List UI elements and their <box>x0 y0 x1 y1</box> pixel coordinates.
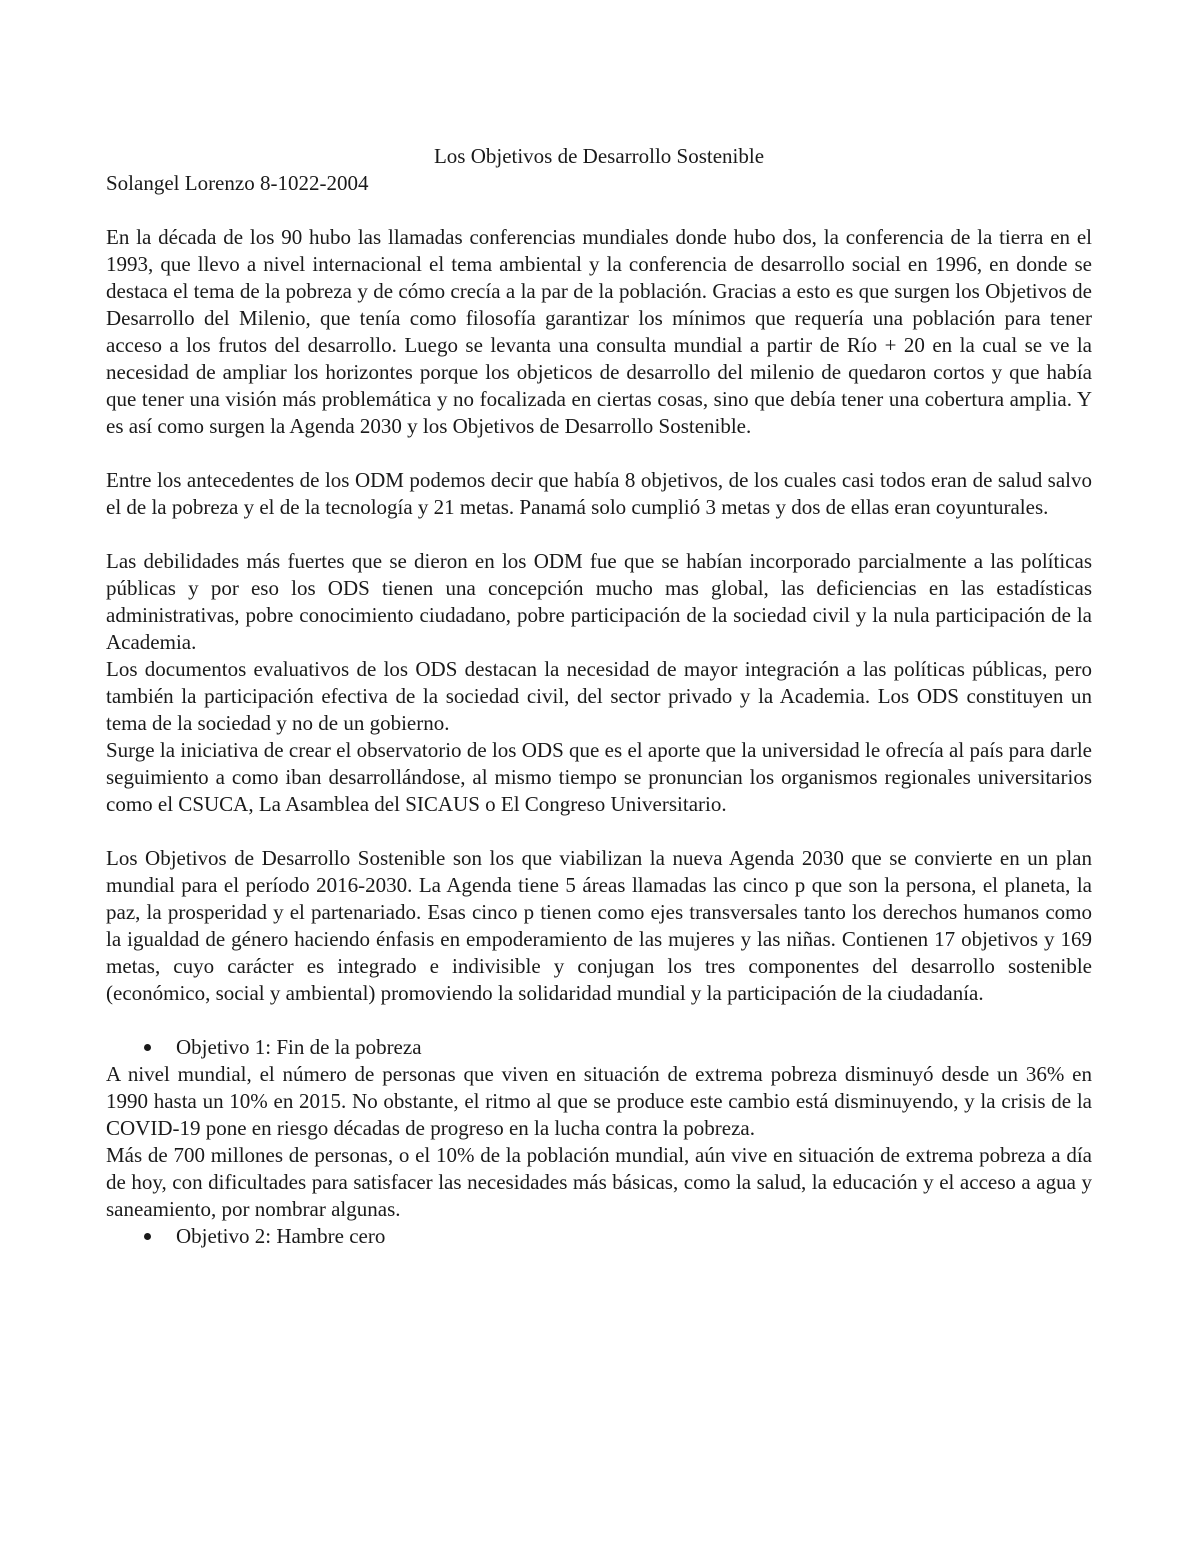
objective-1-label: Objetivo 1: Fin de la pobreza <box>176 1035 422 1059</box>
document-page <box>106 143 1092 1250</box>
objectives-list <box>106 1034 1092 1061</box>
bullet-icon <box>144 1044 151 1051</box>
document-title: Los Objetivos de Desarrollo Sostenible <box>433 144 765 168</box>
objective-1-paragraph-1: A nivel mundial, el número de personas que viven en situación de extrema pobreza disminuyó desde un 36% en 1990 hasta un 10% en 2015. No obstante, el ritmo al que se produce este cambio está disminuyendo, y la crisis de la COVID-19 pone en riesgo décadas de progreso en la lucha contra la pobreza. <box>106 1062 1092 1140</box>
document-author: Solangel Lorenzo 8-1022-2004 <box>106 171 369 195</box>
objective-1-paragraph-2: Más de 700 millones de personas, o el 10% de la población mundial, aún vive en situación de extrema pobreza a día de hoy, con dificultades para satisfacer las necesidades más básicas, como la salud, la educación y el acceso a agua y saneamiento, por nombrar algunas. <box>106 1143 1092 1221</box>
paragraph-5: Surge la iniciativa de crear el observatorio de los ODS que es el aporte que la universidad le ofrecía al país para darle seguimiento a como iban desarrollándose, al mismo tiempo se pronuncian los organismos regionales universitarios como el CSUCA, La Asamblea del SICAUS o El Congreso Universitario. <box>106 738 1092 816</box>
bullet-icon <box>144 1233 151 1240</box>
paragraph-4: Los documentos evaluativos de los ODS destacan la necesidad de mayor integración a las políticas públicas, pero también la participación efectiva de la sociedad civil, del sector privado y la Academia. Los ODS constituyen un tema de la sociedad y no de un gobierno. <box>106 657 1092 735</box>
paragraph-1: En la década de los 90 hubo las llamadas conferencias mundiales donde hubo dos, la conferencia de la tierra en el 1993, que llevo a nivel internacional el tema ambiental y la conferencia de desarrollo social en 1996, en donde se destaca el tema de la pobreza y de cómo crecía a la par de la población. Gracias a esto es que surgen los Objetivos de Desarrollo del Milenio, que tenía como filosofía garantizar los mínimos que requería una población para tener acceso a los frutos del desarrollo. Luego se levanta una consulta mundial a partir de Río + 20 en la cual se ve la necesidad de ampliar los horizontes porque los objeticos de desarrollo del milenio de quedaron cortos y que había que tener una visión más problemática y no focalizada en ciertas cosas, sino que debía tener una cobertura amplia. Y es así como surgen la Agenda 2030 y los Objetivos de Desarrollo Sostenible. <box>106 225 1092 438</box>
paragraph-3: Las debilidades más fuertes que se dieron en los ODM fue que se habían incorporado parcialmente a las políticas públicas y por eso los ODS tienen una concepción mucho mas global, las deficiencias en las estadísticas administrativas, pobre conocimiento ciudadano, pobre participación de la sociedad civil y la nula participación de la Academia. <box>106 549 1092 654</box>
list-item-objective-2 <box>106 1223 1092 1250</box>
paragraph-2: Entre los antecedentes de los ODM podemos decir que había 8 objetivos, de los cuales casi todos eran de salud salvo el de la pobreza y el de la tecnología y 21 metas. Panamá solo cumplió 3 metas y dos de ellas eran coyunturales. <box>106 468 1092 519</box>
paragraph-6: Los Objetivos de Desarrollo Sostenible son los que viabilizan la nueva Agenda 2030 que se convierte en un plan mundial para el período 2016-2030. La Agenda tiene 5 áreas llamadas las cinco p que son la persona, el planeta, la paz, la prosperidad y el partenariado. Esas cinco p tienen como ejes transversales tanto los derechos humanos como la igualdad de género haciendo énfasis en empoderamiento de las mujeres y las niñas. Contienen 17 objetivos y 169 metas, cuyo carácter es integrado e indivisible y conjugan los tres componentes del desarrollo sostenible (económico, social y ambiental) promoviendo la solidaridad mundial y la participación de la ciudadanía. <box>106 846 1092 1005</box>
list-item-objective-1 <box>106 1034 1092 1061</box>
objectives-list-2 <box>106 1223 1092 1250</box>
objective-2-label: Objetivo 2: Hambre cero <box>176 1224 386 1248</box>
